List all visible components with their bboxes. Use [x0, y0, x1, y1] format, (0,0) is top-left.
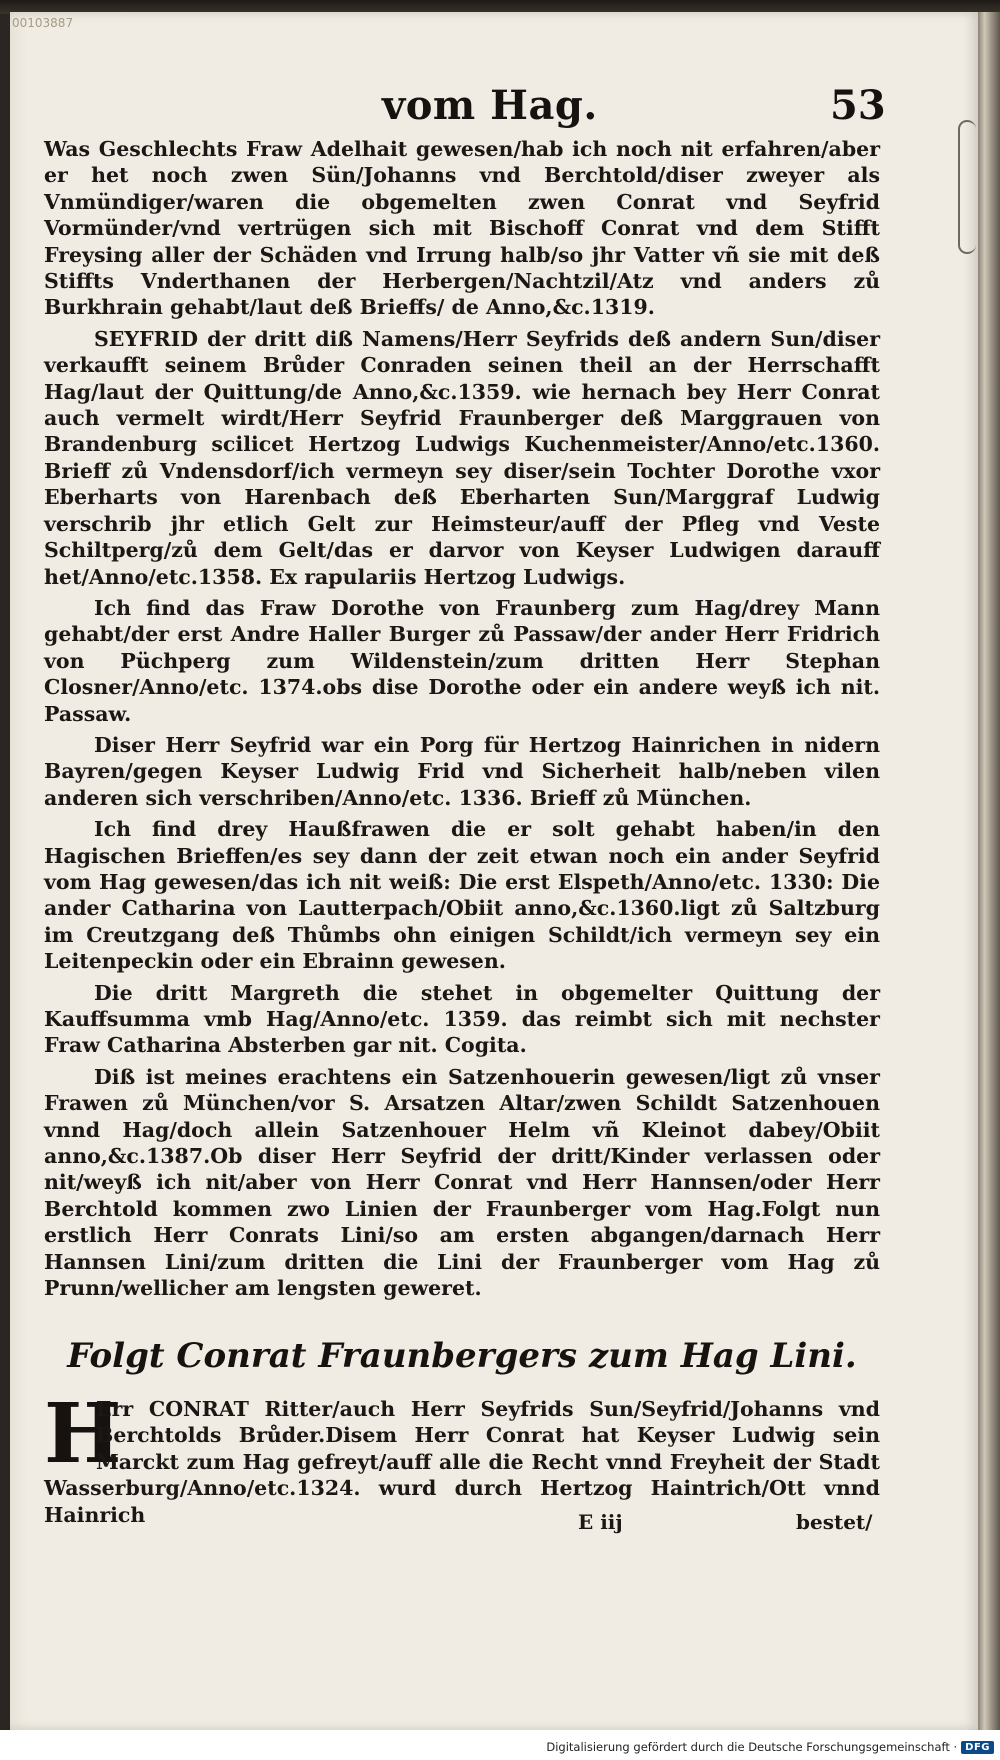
page-header [60, 82, 886, 132]
dfg-logo: DFG [961, 1741, 994, 1754]
catchword: bestet/ [796, 1510, 873, 1534]
paragraph: Die dritt Margreth die stehet in obgemelter Quittung der Kauffsumma vmb Hag/Anno/etc. 1359. das reimbt sich mit nechster Fraw Catharina Absterben gar nit. Cogita. [44, 980, 880, 1058]
credit-text: Digitalisierung gefördert durch die Deutsche Forschungsgemeinschaft · [546, 1740, 958, 1754]
page-edge [978, 12, 1000, 1730]
scan-id-label: 00103887 [12, 16, 74, 30]
main-text [44, 136, 880, 1306]
section-text: Err CONRAT Ritter/auch Herr Seyfrids Sun/Seyfrid/Johanns vnd Berchtolds Brůder.Disem Herr Conrat hat Keyser Ludwig sein Marckt zum Hag gefreyt/auff alle die Recht vnnd Freyheit der Stadt Wasserburg/Anno/etc.1324. wurd durch Hertzog Haintrich/Ott vnnd Hainrich [44, 1397, 880, 1527]
funding-credit [546, 1740, 994, 1754]
paragraph: Ich find das Fraw Dorothe von Fraunberg zum Hag/drey Mann gehabt/der erst Andre Haller Burger zů Passaw/der ander Herr Fridrich von Püchperg zum Wildenstein/zum dritten Herr Stephan Closner/Anno/etc. 1374.obs dise Dorothe oder ein andere weyß ich nit. Passaw. [44, 595, 880, 726]
signature-mark: E iij [578, 1510, 623, 1534]
paragraph: SEYFRID der dritt diß Namens/Herr Seyfrids deß andern Sun/diser verkaufft seinem Brůder Conraden seinen theil an der Herrschafft Hag/laut der Quittung/de Anno,&c.1359. wie hernach bey Herr Conrat auch vermelt wirdt/Herr Seyfrid Fraunberger deß Marggrauen von Brandenburg scilicet Hertzog Ludwigs Kuchenmeister/Anno/etc.1360. Brieff zů Vndensdorf/ich vermeyn sey diser/sein Tochter Dorothe vxor Eberharts von Harenbach deß Eberharten Sun/Marggraf Ludwig verschrib jhr etlich Gelt zur Heimsteur/auff der Pfleg vnd Veste Schiltperg/zů dem Gelt/das er darvor von Keyser Ludwigen darauff het/Anno/etc.1358. Ex rapulariis Hertzog Ludwigs. [44, 326, 880, 589]
section-heading: Folgt Conrat Fraunbergers zum Hag Lini. [67, 1336, 857, 1376]
page-number: 53 [830, 82, 886, 129]
section-paragraph [44, 1386, 880, 1528]
paragraph: Diser Herr Seyfrid war ein Porg für Hertzog Hainrichen in nidern Bayren/gegen Keyser Ludwig Frid vnd Sicherheit halb/neben vilen anderen sich verschriben/Anno/etc. 1336. Brieff zů München. [44, 732, 880, 810]
paragraph: Ich find drey Haußfrawen die er solt gehabt haben/in den Hagischen Brieffen/es sey dann der zeit etwan noch ein ander Seyfrid vom Hag gewesen/das ich nit weiß: Die erst Elspeth/Anno/etc. 1330: Die ander Catharina von Lautterpach/Obiit anno,&c.1360.ligt zů Saltzburg im Creutzgang deß Thůmbs ohn einigen Schildt/ich vermeyn sey ein Leitenpeckin oder ein Ebrainn gewesen. [44, 817, 880, 974]
drop-cap: H [44, 1386, 122, 1482]
paragraph: Was Geschlechts Fraw Adelhait gewesen/hab ich noch nit erfahren/aber er het noch zwen Sün/Johanns vnd Berchtold/diser zweyer als Vnmündiger/waren die obgemelten zwen Conrat vnd Seyfrid Vormünder/vnd vertrügen sich mit Bischoff Conrat vnd dem Stifft Freysing aller der Schäden vnd Irrung halb/so jhr Vatter vñ sie mit deß Stiffts Vnderthanen der Herbergen/Nachtzil/Atz vnd anders zů Burkhrain gehabt/laut deß Brieffs/ de Anno,&c.1319. [44, 137, 880, 320]
paragraph: Diß ist meines erachtens ein Satzenhouerin gewesen/ligt zů vnser Frawen zů München/vor S. Arsatzen Altar/zwen Schildt Satzenhouen vnnd Hag/doch allein Satzenhouer Helm vñ Kleinot dabey/Obiit anno,&c.1387.Ob diser Herr Seyfrid der dritt/Kinder verlassen oder nit/weyß ich nit/aber von Herr Conrat vnd Herr Hannsen/oder Herr Berchtold kommen zwo Linien der Fraunberger vom Hag.Folgt nun erstlich Herr Conrats Lini/so am ersten abgangen/darnach Herr Hannsen Lini/zum dritten die Lini der Fraunberger vom Hag zů Prunn/wellicher am lengsten geweret. [44, 1064, 880, 1301]
running-head: vom Hag. [382, 82, 598, 129]
binding-clip [958, 120, 976, 254]
